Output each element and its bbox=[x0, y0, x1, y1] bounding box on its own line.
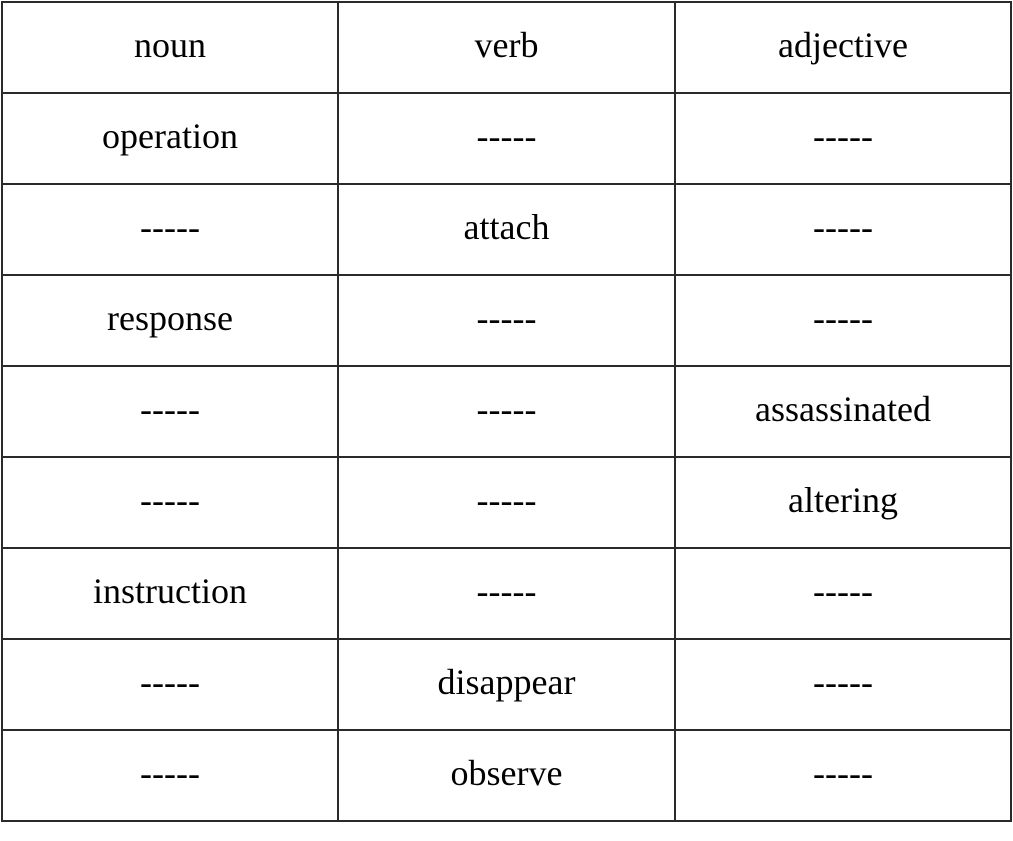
cell-adjective bbox=[675, 639, 1011, 730]
cell-verb bbox=[338, 639, 675, 730]
cell-adjective bbox=[675, 184, 1011, 275]
cell-text: disappear bbox=[437, 661, 576, 702]
cell-verb bbox=[338, 366, 675, 457]
table-row bbox=[2, 366, 1011, 457]
header-cell-adjective bbox=[675, 2, 1011, 93]
cell-verb bbox=[338, 275, 675, 366]
cell-text: ----- bbox=[813, 661, 873, 702]
table-row bbox=[2, 184, 1011, 275]
cell-text: operation bbox=[102, 115, 238, 156]
cell-adjective bbox=[675, 548, 1011, 639]
table-row bbox=[2, 275, 1011, 366]
cell-text: altering bbox=[788, 479, 898, 520]
cell-text: ----- bbox=[140, 661, 200, 702]
cell-text: ----- bbox=[813, 206, 873, 247]
cell-noun bbox=[2, 184, 338, 275]
cell-noun bbox=[2, 93, 338, 184]
cell-noun bbox=[2, 457, 338, 548]
cell-text: ----- bbox=[476, 115, 537, 156]
table-row bbox=[2, 548, 1011, 639]
cell-adjective bbox=[675, 366, 1011, 457]
table-row bbox=[2, 730, 1011, 821]
cell-text: ----- bbox=[813, 570, 873, 611]
cell-adjective bbox=[675, 457, 1011, 548]
cell-text: ----- bbox=[140, 206, 200, 247]
cell-text: ----- bbox=[476, 388, 537, 429]
cell-text: ----- bbox=[140, 388, 200, 429]
cell-text: response bbox=[107, 297, 233, 338]
table-row bbox=[2, 457, 1011, 548]
cell-text: ----- bbox=[813, 115, 873, 156]
cell-text: instruction bbox=[93, 570, 247, 611]
cell-verb bbox=[338, 184, 675, 275]
table-row bbox=[2, 93, 1011, 184]
cell-adjective bbox=[675, 730, 1011, 821]
cell-verb bbox=[338, 93, 675, 184]
table-row bbox=[2, 639, 1011, 730]
header-label: adjective bbox=[778, 24, 908, 65]
cell-noun bbox=[2, 275, 338, 366]
cell-verb bbox=[338, 730, 675, 821]
header-label: noun bbox=[134, 24, 206, 65]
cell-text: observe bbox=[450, 752, 563, 793]
cell-verb bbox=[338, 457, 675, 548]
word-forms-table bbox=[1, 1, 1012, 822]
cell-text: attach bbox=[463, 206, 550, 247]
cell-adjective bbox=[675, 93, 1011, 184]
header-cell-verb bbox=[338, 2, 675, 93]
cell-noun bbox=[2, 639, 338, 730]
cell-noun bbox=[2, 730, 338, 821]
cell-adjective bbox=[675, 275, 1011, 366]
cell-text: ----- bbox=[476, 570, 537, 611]
cell-noun bbox=[2, 366, 338, 457]
cell-text: ----- bbox=[476, 297, 537, 338]
cell-verb bbox=[338, 548, 675, 639]
header-row bbox=[2, 2, 1011, 93]
cell-text: ----- bbox=[813, 752, 873, 793]
cell-noun bbox=[2, 548, 338, 639]
cell-text: ----- bbox=[140, 752, 200, 793]
cell-text: ----- bbox=[476, 479, 537, 520]
header-label: verb bbox=[474, 24, 539, 65]
header-cell-noun bbox=[2, 2, 338, 93]
cell-text: ----- bbox=[813, 297, 873, 338]
cell-text: assassinated bbox=[755, 388, 931, 429]
cell-text: ----- bbox=[140, 479, 200, 520]
